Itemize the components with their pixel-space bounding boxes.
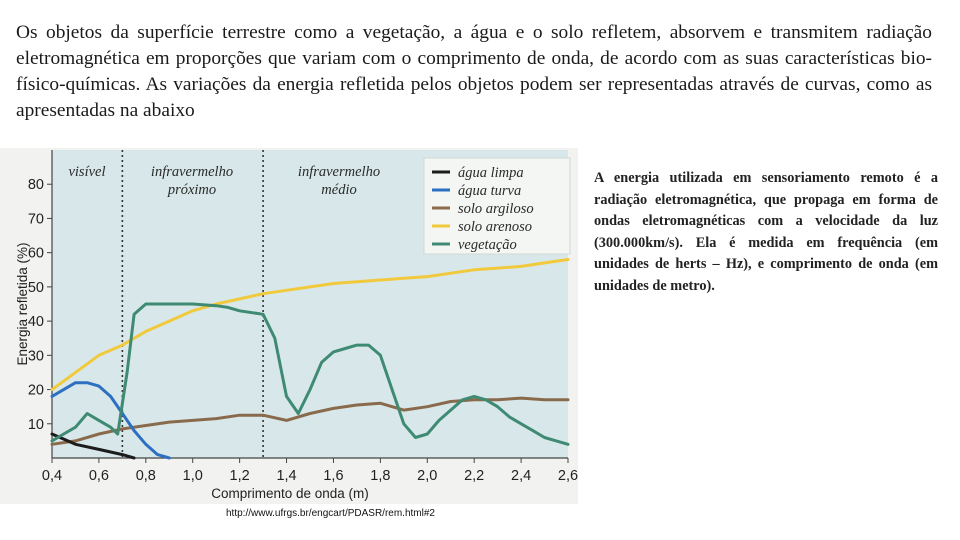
- x-tick-label-8: 2,0: [417, 468, 438, 484]
- x-tick-label-2: 0,8: [135, 468, 156, 484]
- region-label-2-1: médio: [321, 182, 357, 198]
- legend-label-4: vegetação: [458, 237, 517, 253]
- region-label-0-0: visível: [68, 164, 106, 180]
- legend-label-3: solo arenoso: [458, 219, 532, 235]
- reflectance-chart: [0, 148, 578, 504]
- y-tick-label-6: 70: [27, 211, 44, 228]
- y-axis-label: Energia refletida (%): [15, 242, 30, 366]
- x-tick-label-11: 2,6: [557, 468, 578, 484]
- x-tick-label-9: 2,2: [464, 468, 485, 484]
- intro-paragraph: Os objetos da superfície terrestre como a vegetação, a água e o solo refletem, absorvem e transmitem radiação eletromagnética em proporções que variam com o comprimento de onda, de acordo com as suas características bio-físico-químicas. As variações da energia refletida pelos objetos podem ser representadas através de curvas, como as apresentadas na abaixo: [16, 22, 932, 121]
- x-axis-label: Comprimento de onda (m): [211, 486, 369, 501]
- x-tick-label-0: 0,4: [41, 468, 63, 484]
- legend-label-1: água turva: [458, 183, 522, 199]
- y-tick-label-1: 20: [27, 382, 44, 399]
- x-tick-label-5: 1,4: [276, 468, 297, 484]
- y-tick-label-3: 40: [27, 314, 44, 331]
- x-tick-label-6: 1,6: [323, 468, 344, 484]
- side-paragraph: A energia utilizada em sensoriamento remoto é a radiação eletromagnética, que propaga em forma de ondas eletromagnéticas com a velocidade da luz (300.000km/s). Ela é medida em frequência (em unidades de herts – Hz), e comprimento de onda (em unidades de metro).: [594, 170, 938, 294]
- region-label-2-0: infravermelho: [297, 164, 381, 180]
- y-tick-label-4: 50: [27, 279, 44, 296]
- region-label-1-0: infravermelho: [150, 164, 234, 180]
- y-tick-label-2: 30: [27, 348, 44, 365]
- source-link[interactable]: http://www.ufrgs.br/engcart/PDASR/rem.html#2: [226, 508, 435, 519]
- y-tick-label-5: 60: [27, 245, 44, 262]
- region-label-1-1: próximo: [167, 182, 217, 198]
- x-tick-label-7: 1,8: [370, 468, 391, 484]
- x-tick-label-1: 0,6: [88, 468, 109, 484]
- x-tick-label-10: 2,4: [511, 468, 532, 484]
- x-tick-label-3: 1,0: [182, 468, 203, 484]
- legend-label-2: solo argiloso: [458, 201, 534, 217]
- chart-svg: [0, 148, 578, 504]
- legend-label-0: água limpa: [458, 165, 524, 181]
- x-tick-label-4: 1,2: [229, 468, 250, 484]
- y-tick-label-7: 80: [27, 177, 44, 194]
- y-tick-label-0: 10: [27, 416, 44, 433]
